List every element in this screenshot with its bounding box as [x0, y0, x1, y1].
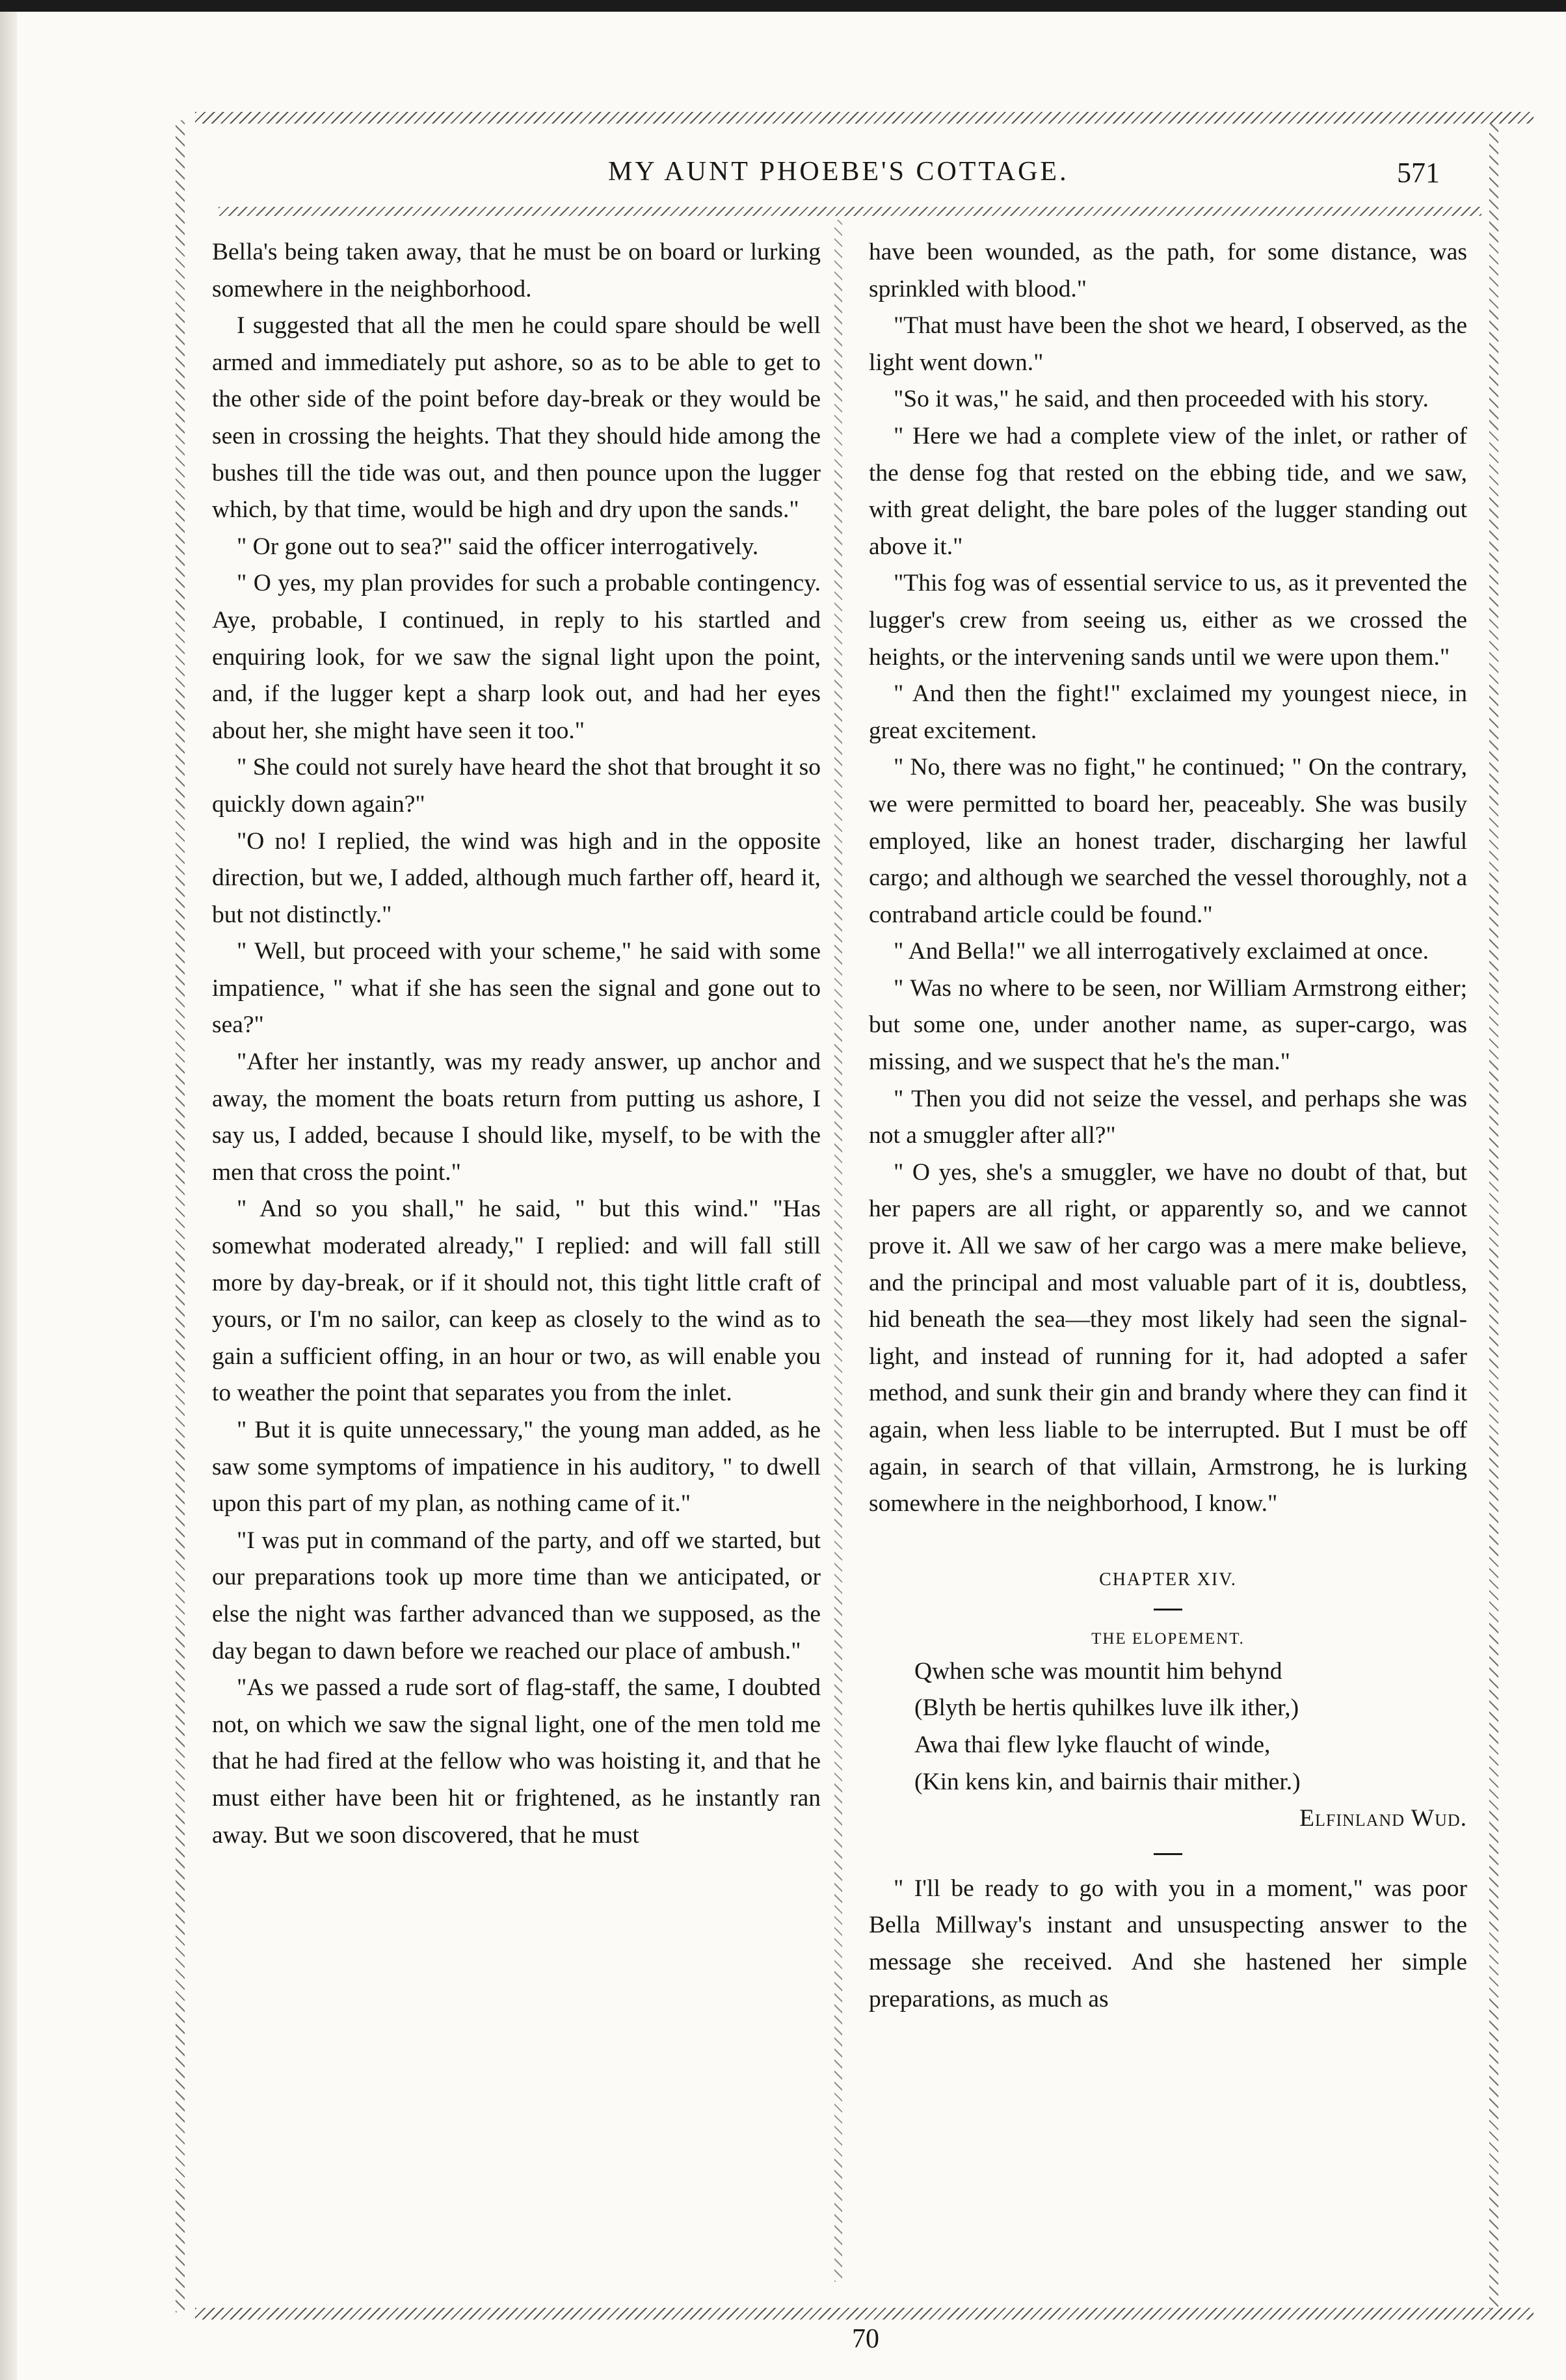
chapter-heading: CHAPTER XIV. [1099, 1569, 1237, 1590]
verse-line: (Kin kens kin, and bairnis thair mither.) [914, 1768, 1301, 1795]
page-number: 571 [1397, 157, 1440, 189]
column-divider [834, 220, 842, 2282]
ornamental-border-right [1489, 124, 1498, 2309]
paragraph: "This fog was of essential service to us, as it prevented the lugger's crew from seeing us, either as we crossed the heights, or the intervening sands until we were upon them." [869, 570, 1467, 671]
chapter-dash [1154, 1609, 1182, 1611]
paragraph: " Was no where to be seen, nor William Armstrong either; but some one, under another name, as super-cargo, was missing, and we suspect that he's the man." [869, 974, 1467, 1076]
paragraph: " Or gone out to sea?" said the officer interrogatively. [237, 533, 759, 560]
paragraph: " No, there was no fight," he continued; " On the contrary, we were permitted to board her, peaceably. She was busily employed, like an honest trader, discharging her lawful cargo; and although we searched the vessel thoroughly, not a contraband article could be found." [869, 754, 1467, 928]
right-column [869, 234, 1467, 2018]
paragraph: "After her instantly, was my ready answer, up anchor and away, the moment the boats return from putting us ashore, I say us, I added, because I should like, myself, to be with the men that cross the point." [212, 1049, 821, 1186]
page-edge-shadow [0, 0, 17, 2380]
paragraph: I suggested that all the men he could spare should be well armed and immediately put ashore, so as to be able to get to the other side of the point before day-break or they would be seen in crossing the heights. That they should hide among the bushes till the tide was out, and then pounce upon the lugger which, by that time, would be high and dry upon the sands." [212, 312, 821, 524]
paragraph: " And then the fight!" exclaimed my youngest niece, in great excitement. [869, 680, 1467, 744]
paragraph: " Well, but proceed with your scheme," he said with some impatience, " what if she has seen the signal and gone out to sea?" [212, 938, 821, 1039]
paragraph: " And Bella!" we all interrogatively exclaimed at once. [894, 938, 1429, 965]
top-dark-edge [0, 0, 1566, 12]
paragraph: " Then you did not seize the vessel, and perhaps she was not a smuggler after all?" [869, 1085, 1467, 1149]
paragraph: "So it was," he said, and then proceeded with his story. [894, 386, 1429, 413]
verse-line: Qwhen sche was mountit him behynd [914, 1657, 1282, 1685]
paragraph: " Here we had a complete view of the inlet, or rather of the dense fog that rested on the ebbing tide, and we saw, with great delight, the bare poles of the lugger standing out above it." [869, 422, 1467, 560]
left-column [212, 234, 821, 1854]
epigraph-verse [914, 1653, 1467, 1800]
paragraph: " She could not surely have heard the shot that brought it so quickly down again?" [212, 754, 821, 818]
paragraph: "O no! I replied, the wind was high and in the opposite direction, but we, I added, although much farther off, heard it, but not distinctly." [212, 827, 821, 928]
paragraph: " I'll be ready to go with you in a moment," was poor Bella Millway's instant and unsuspecting answer to the message she received. And she hastened her simple preparations, as much as [869, 1875, 1467, 2012]
verse-dash [1154, 1853, 1182, 1855]
paragraph: "As we passed a rude sort of flag-staff, the same, I doubted not, on which we saw the signal light, one of the men told me that he had fired at the fellow who was hoisting it, and that he must either have been hit or frightened, as he instantly ran away. But we soon discovered, that he must [212, 1674, 821, 1849]
verse-line: (Blyth be hertis quhilkes luve ilk ither,) [914, 1694, 1299, 1722]
verse-attribution: Elfinland Wud. [1299, 1805, 1467, 1832]
ornamental-border-left [176, 120, 185, 2312]
paragraph: "I was put in command of the party, and off we started, but our preparations took up more time than we anticipated, or else the night was farther advanced than we supposed, as the day began to dawn before we reached our place of ambush." [212, 1527, 821, 1665]
verse-line: Awa thai flew lyke flaucht of winde, [914, 1731, 1271, 1758]
ornamental-border-bottom [195, 2308, 1533, 2320]
paragraph: " O yes, she's a smuggler, we have no doubt of that, but her papers are all right, or apparently so, and we cannot prove it. All we saw of her cargo was a mere make believe, and the principal and most valuable part of it is, doubtless, hid beneath the sea—they most likely had seen the signal-light, and instead of running for it, had adopted a safer method, and sunk their gin and brandy where they can find it again, when less liable to be interrupted. But I must be off again, in search of that villain, Armstrong, he is lurking somewhere in the neighborhood, I know." [869, 1158, 1467, 1518]
header-rule [219, 207, 1481, 216]
folio-number: 70 [852, 2324, 879, 2354]
chapter-title: THE ELOPEMENT. [1091, 1629, 1245, 1648]
paragraph: " But it is quite unnecessary," the young man added, as he saw some symptoms of impatience in his auditory, " to dwell upon this part of my plan, as nothing came of it." [212, 1417, 821, 1518]
paragraph: Bella's being taken away, that he must be on board or lurking somewhere in the neighborhood. [212, 239, 821, 302]
paragraph: have been wounded, as the path, for some distance, was sprinkled with blood." [869, 239, 1467, 302]
ornamental-border-top [195, 112, 1533, 124]
running-title: MY AUNT PHOEBE'S COTTAGE. [608, 157, 1069, 187]
paragraph: " O yes, my plan provides for such a probable contingency. Aye, probable, I continued, in reply to his startled and enquiring look, for we saw the signal light upon the point, and, if the lugger kept a sharp look out, and had her eyes about her, she might have seen it too." [212, 570, 821, 744]
paragraph: "That must have been the shot we heard, I observed, as the light went down." [869, 312, 1467, 376]
paragraph: " And so you shall," he said, " but this wind." "Has somewhat moderated already," I replied: and will fall still more by day-break, or if it should not, this tight little craft of yours, or I'm no sailor, can keep as closely to the wind as to gain a sufficient offing, in an hour or two, as will enable you to weather the point that separates you from the inlet. [212, 1196, 821, 1407]
